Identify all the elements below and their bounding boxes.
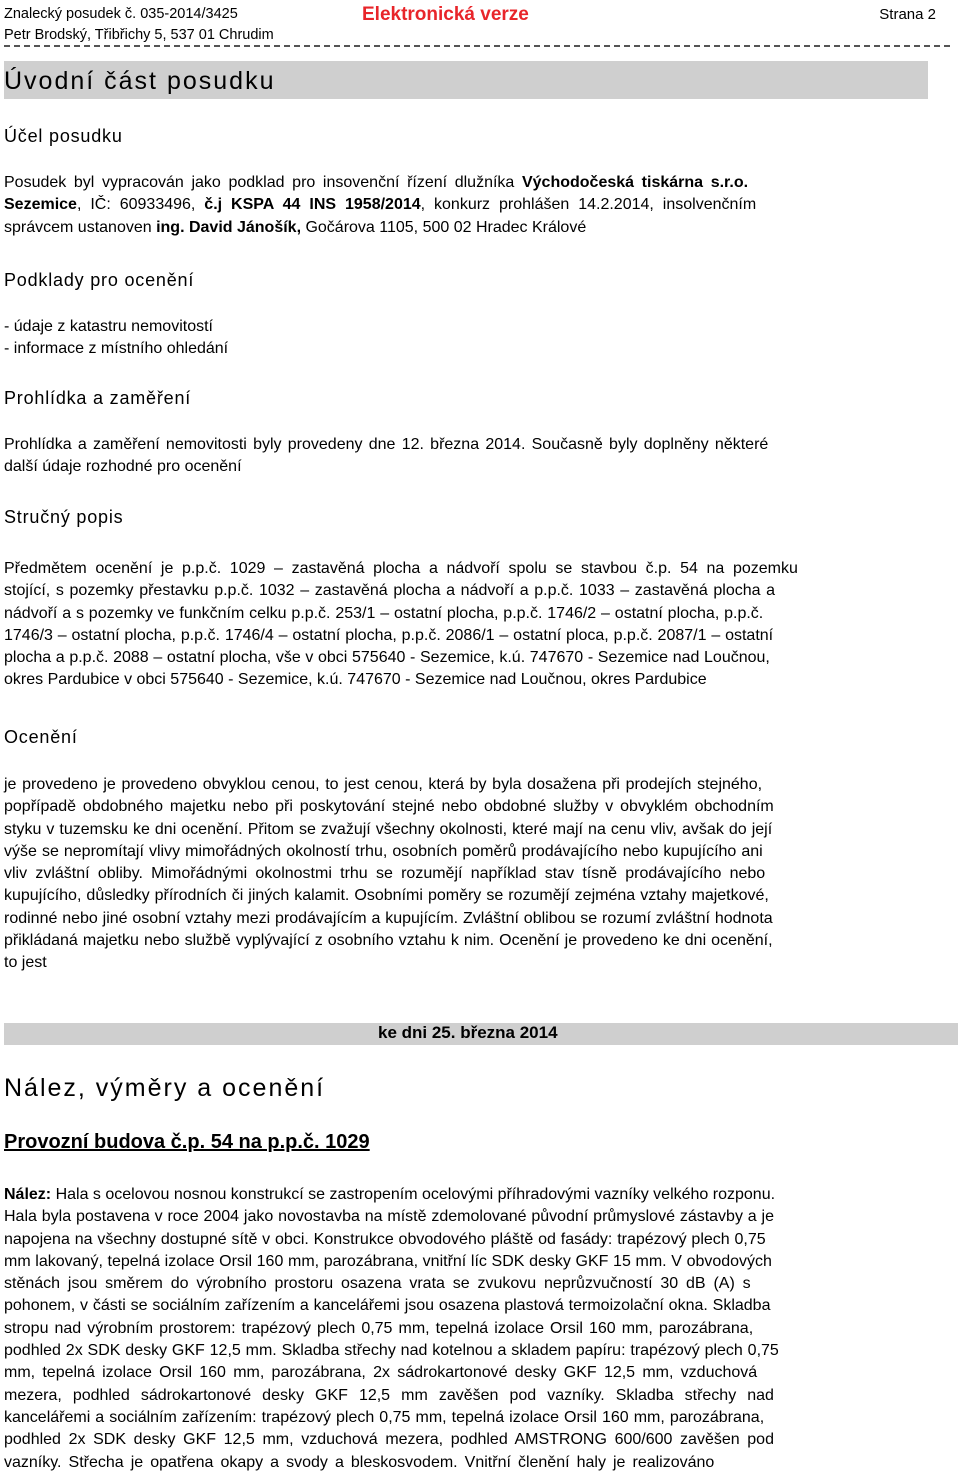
text-line: mezera, podhled sádrokartonové desky GKF 12,5 mm zavěšen pod vazníky. Skladba střechy nad — [4, 1386, 774, 1404]
text-line: napojena na všechny dostupné sítě v obci. Konstrukce obvodového pláště od fasády: trapézový plech 0,75 — [4, 1230, 766, 1248]
valuation-date: ke dni 25. března 2014 — [378, 1023, 558, 1042]
text-line: mm, tepelná izolace Orsil 160 mm, parozábrana, 2x sádrokartonové desky GKF 12,5 mm, vzduchová — [4, 1364, 758, 1382]
page-header — [4, 6, 954, 46]
text-line: Posudek byl vypracován jako podklad pro insovenční řízení dlužníka Východočeská tiskárna s.r.o. — [4, 174, 749, 191]
text-line: Předmětem ocenění je p.p.č. 1029 – zastavěná plocha a nádvoří spolu se stavbou č.p. 54 na pozemku — [4, 560, 798, 577]
podklady-list — [4, 316, 954, 361]
text-line: Sezemice, IČ: 60933496, č.j KSPA 44 INS 1958/2014, konkurz prohlášen 14.2.2014, insolvenčním — [4, 196, 757, 214]
text-line: plocha a p.p.č. 2088 – ostatní plocha, vše v obci 575640 - Sezemice, k.ú. 747670 - Sezemice nad Loučnou, — [4, 649, 770, 667]
text-line: okres Pardubice v obci 575640 - Sezemice, k.ú. 747670 - Sezemice nad Loučnou, okres Pardubice — [4, 671, 707, 689]
nalez-label: Nález: — [4, 1186, 52, 1203]
building-heading: Provozní budova č.p. 54 na p.p.č. 1029 — [4, 1131, 370, 1153]
text-line: podhled 2x SDK desky GKF 12,5 mm. Skladba střechy nad kotelnou a skladem papíru: trapézový plech 0,75 — [4, 1342, 779, 1360]
text-line: nádvoří a s pozemky ve funkčním celku p.p.č. 253/1 – ostatní plocha, p.p.č. 1746/2 – ostatní plocha, p.p.č. — [4, 604, 764, 622]
text-line: přikládaná majetku nebo službě vyplývající z osobního vztahu k nim. Ocenění je provedeno ke dni ocenění, — [4, 932, 773, 950]
text-line: mm lakovaný, tepelná izolace Orsil 160 mm, parozábrana, vnitřní líc SDK desky GKF 15 mm. V obvodových — [4, 1252, 772, 1270]
text-line: podhled 2x SDK desky GKF 12,5 mm, vzduchová mezera, podhled AMSTRONG 600/600 zavěšen pod — [4, 1431, 774, 1449]
text-line: vazníky. Střecha je opatřena okapy a svody a bleskosvodem. Vnitřní členění haly je realizováno — [4, 1453, 715, 1471]
text-line: stěnách jsou směrem do výrobního prostoru osazena vrata se zvukovu neprůzvučností 30 dB (A) s — [4, 1275, 751, 1293]
ucel-paragraph — [4, 172, 954, 239]
oceneni-paragraph — [4, 774, 954, 975]
text-line: stojící, s pozemky přestavku p.p.č. 1032 – zastavěná plocha a nádvoří a p.p.č. 1033 – zastavěná plocha a — [4, 582, 776, 600]
header-divider — [4, 45, 950, 47]
page-number: Strana 2 — [879, 6, 936, 23]
text-line: Nález: Hala s ocelovou nosnou konstrukcí se zastropením ocelovými příhradovými vazníky velkého rozponu. — [4, 1186, 776, 1203]
text-line: správcem ustanoven ing. David Jánošík, Gočárova 1105, 500 02 Hradec Králové — [4, 218, 587, 236]
text-line: je provedeno je provedeno obvyklou cenou, to jest cenou, která by byla dosažena při prodejích stejného, — [4, 776, 763, 793]
list-item: - údaje z katastru nemovitostí — [4, 318, 213, 335]
text-line: stropu nad výrobním prostorem: trapézový plech 0,75 mm, tepelná izolace Orsil 160 mm, parozábrana, — [4, 1319, 754, 1337]
section-heading-prohlidka: Prohlídka a zaměření — [4, 388, 192, 408]
author-address: Petr Brodský, Třibřichy 5, 537 01 Chrudim — [4, 27, 274, 43]
section-heading-oceneni: Ocenění — [4, 727, 78, 747]
text-line: další údaje rozhodné pro ocenění — [4, 458, 242, 476]
text-line: 1746/3 – ostatní plocha, p.p.č. 1746/4 – ostatní plocha, p.p.č. 2086/1 – ostatní ploca, p.p.č. 2087/1 – ostatní — [4, 626, 774, 644]
section-heading-popis: Stručný popis — [4, 507, 124, 527]
text-line: popřípadě obdobného majetku nebo při poskytování stejné nebo obdobné služby v obvyklém obchodním — [4, 798, 774, 816]
popis-paragraph — [4, 558, 954, 692]
section-heading-ucel: Účel posudku — [4, 126, 123, 146]
text-line: kancelářemi a sociálním zařízením: trapézový plech 0,75 mm, tepelná izolace Orsil 160 mm, parozábrana, — [4, 1408, 765, 1426]
text-line: výše se nepromítají vlivy mimořádných okolností trhu, osobních poměrů prodávajícího nebo kupujícího ani — [4, 842, 763, 860]
document-reference: Znalecký posudek č. 035-2014/3425 — [4, 6, 238, 22]
text-line: Prohlídka a zaměření nemovitosti byly provedeny dne 12. března 2014. Současně byly doplněny některé — [4, 436, 769, 453]
text-line: pohonem, v části se sociálním zařízením a kancelářemi jsou osazena plastová termoizolační okna. Skladba — [4, 1297, 771, 1315]
text-line: Hala byla postavena v roce 2004 jako novostavba na místě zdemolované původní průmyslové zástavby a je — [4, 1208, 774, 1226]
text-line: to jest — [4, 954, 47, 972]
text-line: vliv zvláštní obliby. Mimořádnými okolnostmi trhu se rozumějí například stav tísně prodávajícího nebo — [4, 865, 766, 883]
section-heading-podklady: Podklady pro ocenění — [4, 270, 195, 290]
text-line: kupujícího, důsledky přírodních či jiných kalamit. Osobními poměry se rozumějí zejména vztahy majetkové, — [4, 887, 769, 905]
edition-label: Elektronická verze — [362, 4, 529, 25]
nalez-paragraph — [4, 1184, 954, 1474]
text-line: styku v tuzemsku ke dni ocenění. Přitom se zvažují všechny okolnosti, které mají na cenu vliv, avšak do její — [4, 820, 773, 838]
nalez-title: Nález, výměry a ocenění — [4, 1074, 326, 1102]
prohlidka-paragraph — [4, 434, 954, 479]
list-item: - informace z místního ohledání — [4, 340, 229, 358]
intro-title: Úvodní část posudku — [4, 67, 276, 95]
text-line: rodinné nebo jiné osobní vztahy mezi prodávajícím a kupujícím. Zvláštní oblibou se rozumí zvláštní hodnota — [4, 909, 773, 927]
